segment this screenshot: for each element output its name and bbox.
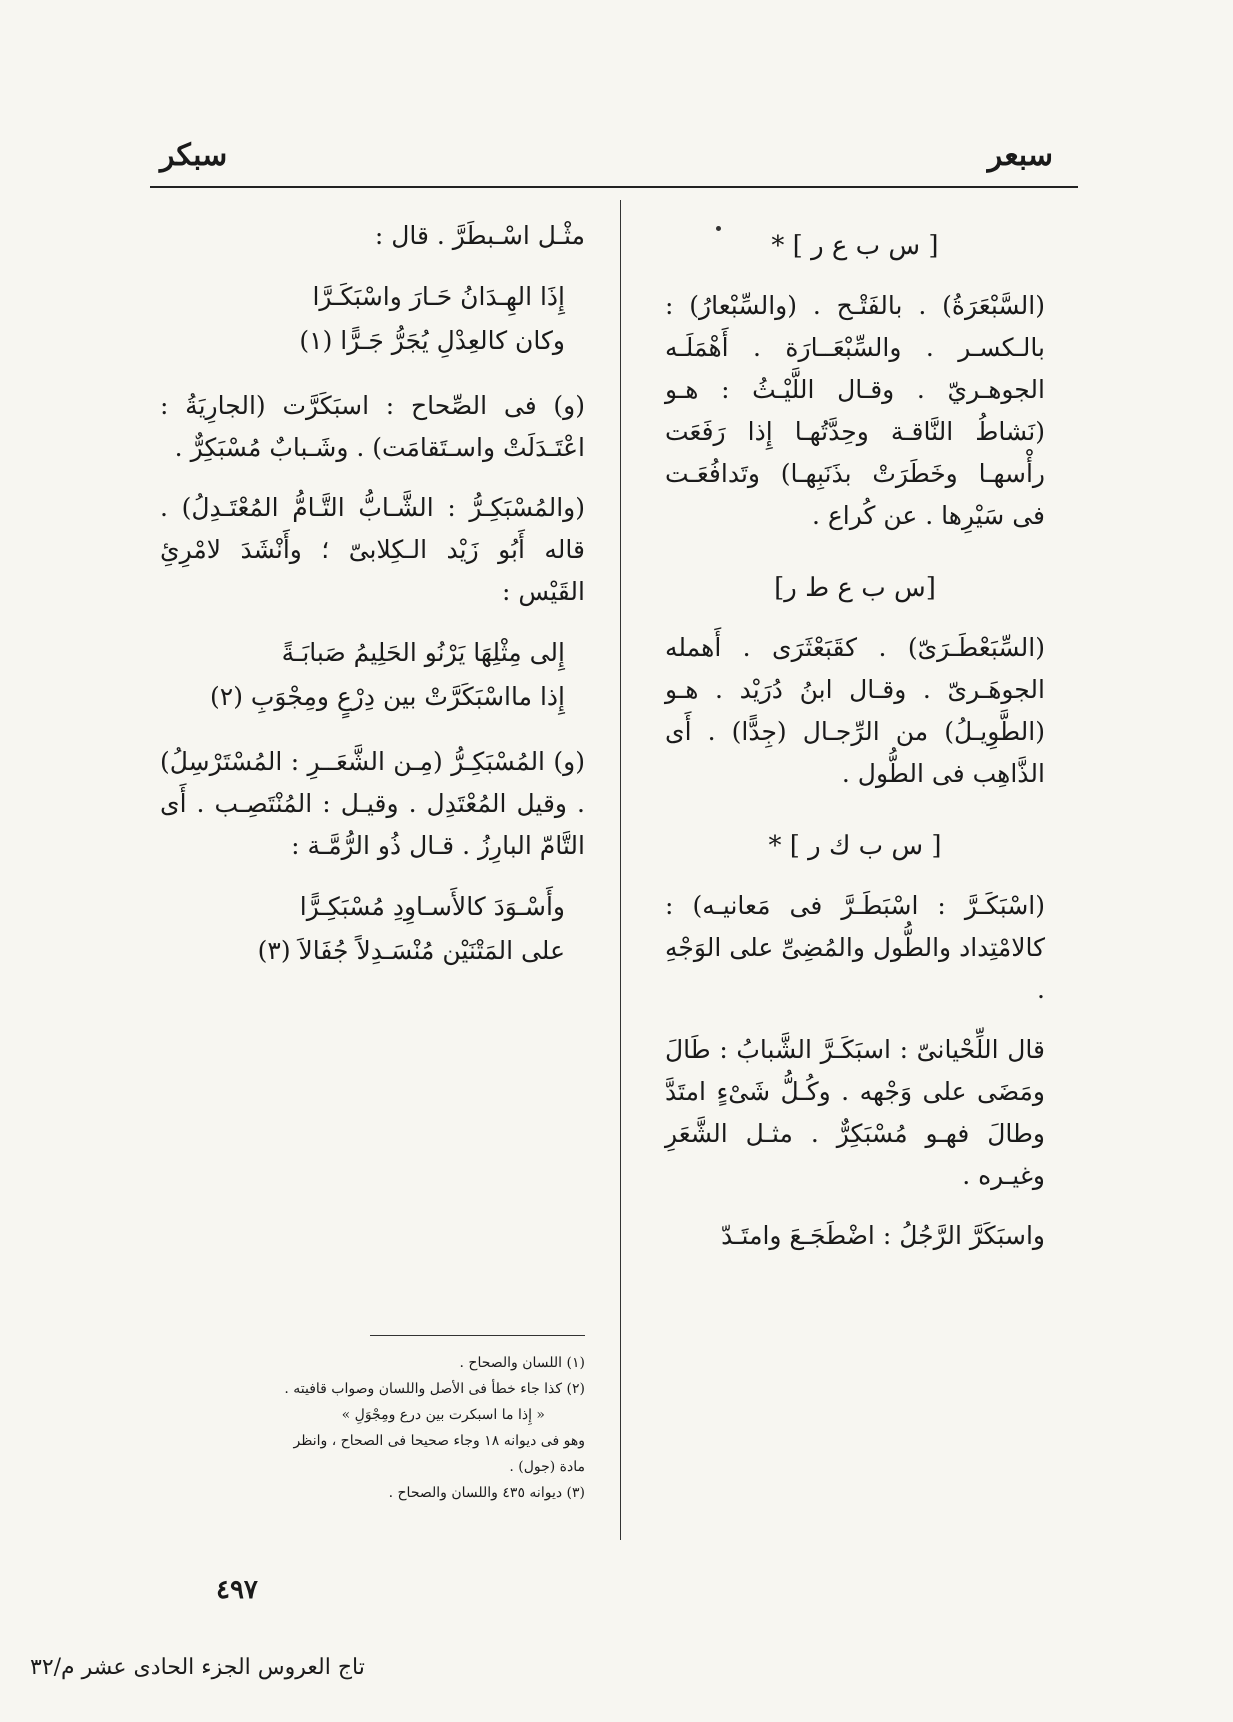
paragraph: (و) فى الصِّحاح : اسبَكَرَّت (الجارِيَةُ : اعْتَـدَلَتْ واسـتَقامَت) . وشَـبابٌ مُسْبَكِرٌّ .	[160, 391, 585, 462]
verse-line: على المَتْنَيْن مُنْسَـدِلاً جُفَالاَ (٣)	[257, 936, 565, 965]
verse	[160, 275, 585, 363]
paragraph: مثْـل اسْـبطَرَّ . قال :	[374, 221, 585, 250]
footnotes	[235, 1350, 585, 1506]
verse-line: إِذَا الهِـدَانُ حَـارَ واسْبَكَـرَّا	[312, 282, 565, 311]
footnote: « إِذا ما اسبكرت بين درع ومِجْوَلِ »	[341, 1407, 545, 1423]
left-column	[160, 215, 585, 995]
entry-heading: [ س ب ك ر ] *	[768, 831, 942, 861]
paragraph: (والمُسْبَكِـرُّ : الشَّـابُّ التَّـامُّ المُعْتَـدِلُ) . قاله أَبُو زَيْد الـكِلابىّ ؛ وأَنْشَدَ لامْرِئِ القَيْس :	[160, 493, 585, 606]
entry-heading: [س ب ع ط ر]	[774, 573, 936, 603]
verse-line: وأَسْـوَدَ كالأَسـاوِدِ مُسْبَكِـرًّا	[299, 892, 565, 921]
paragraph: (و) المُسْبَكِـرُّ (مِـن الشَّعَــرِ : المُسْتَرْسِلُ) . وقيل المُعْتَدِل . وقيـل : المُنْتَصِـب . أَى التَّامّ البارِزُ . قـال ذُو الرُّمَّـة :	[160, 747, 585, 860]
verse	[160, 631, 585, 719]
book-footer: تاج العروس الجزء الحادى عشر م/٣٢	[30, 1655, 365, 1680]
entry-text: (اسْبَكَـرَّ : اسْبَطَـرَّ فى مَعانيـه) : كالامْتِداد والطُّول والمُضِىِّ على الوَجْهِ .	[665, 891, 1045, 1004]
footnote: مادة (جول) .	[509, 1459, 585, 1475]
page-number: ٤٩٧	[216, 1575, 258, 1605]
entry-text: قال اللِّحْيانىّ : اسبَكَـرَّ الشَّبابُ : طَالَ ومَضَى على وَجْهه . وكُـلُّ شَىْءٍ امتَدَّ وطالَ فهـو مُسْبَكِرٌّ . مثـل الشَّعَرِ وغيـره .	[665, 1035, 1045, 1190]
entry-text: (السِّبَعْطَـرَىّ) . كقَبَعْثَرَى . أَهمله الجوهَـرىّ . وقـال ابنُ دُرَيْد . هـو (الطَّوِيـلُ) من الرِّجـال (جِدًّا) . أَى الذَّاهِب فى الطُّول .	[665, 633, 1045, 788]
verse-line: وكان كالعِدْلِ يُجَرُّ جَـرًّا (١)	[299, 326, 565, 355]
footnote-separator	[370, 1335, 585, 1336]
footnote: وهو فى ديوانه ١٨ وجاء صحيحا فى الصحاح ، وانظر	[293, 1433, 585, 1449]
running-header-right: سبعر	[987, 138, 1053, 173]
verse-line: إِذا مااسْبَكَرَّتْ بين دِرْعٍ ومِجْوَبِ (٢)	[209, 682, 565, 711]
footnote: (١) اللسان والصحاح .	[459, 1355, 585, 1371]
footnote: (٢) كذا جاء خطأ فى الأصل واللسان وصواب قافيته .	[284, 1381, 585, 1397]
entry-text: واسبَكَرَّ الرَّجُلُ : اضْطَجَـعَ وامتَـدّ	[721, 1221, 1045, 1250]
entry-heading: [ س ب ع ر ] *	[771, 231, 939, 261]
verse	[160, 885, 585, 973]
header-rule	[150, 186, 1078, 188]
column-divider	[620, 200, 621, 1540]
entry-text: (السَّبْعَرَةُ) . بالفَتْـح . (والسِّبْعارُ) : بالـكسـر . والسِّبْعَــارَة . أَهْمَلَـه الجوهـريّ . وقـال اللَّيْـثُ : هـو (نَشاطُ النَّاقـة وحِدَّتُهـا إِذا رَفَعَت رأْسهـا وخَطَرَتْ بذَنَبِهـا) وتَدافُعَـت فى سَيْرِها . عن كُراع .	[665, 291, 1045, 530]
verse-line: إِلى مِثْلِهَا يَرْنُو الحَلِيمُ صَبابَـةً	[281, 638, 565, 667]
right-column	[665, 225, 1045, 1275]
running-header-left: سبكر	[160, 138, 228, 173]
footnote: (٣) ديوانه ٤٣٥ واللسان والصحاح .	[388, 1485, 585, 1501]
